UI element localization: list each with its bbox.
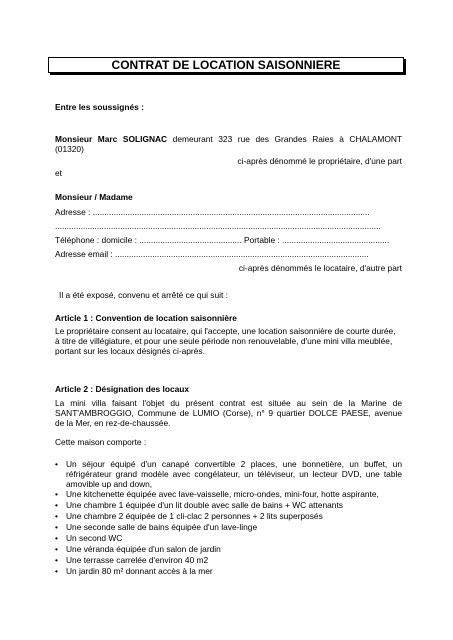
et-text: et xyxy=(55,168,62,178)
list-item: Une seconde salle de bains équipée d'un lave-linge xyxy=(66,522,258,532)
comporte-text: Cette maison comporte : xyxy=(55,437,147,447)
list-item: Un jardin 80 m² donnant accès à la mer xyxy=(66,566,213,576)
article1-line: Le propriétaire consent au locataire, qui l'accepte, une location saisonnière de courte durée, xyxy=(55,326,396,336)
owner-name: Monsieur Marc SOLIGNAC xyxy=(55,134,168,144)
owner-role: ci-après dénommé le propriétaire, d'une part xyxy=(237,156,402,166)
article1-line: à titre de villégiature, et pour une seule période non renouvelable, d'une mini villa meublée, xyxy=(55,336,393,346)
bullet-icon: • xyxy=(55,500,58,510)
bullet-icon: • xyxy=(55,522,58,532)
article1-line: portant sur les locaux désignés ci-après. xyxy=(55,346,205,356)
list-item: Une véranda équipée d'un salon de jardin xyxy=(66,544,221,554)
tenant-role: ci-après dénommés le locataire, d'autre part xyxy=(238,263,402,273)
owner-postcode: (01320) xyxy=(55,144,84,154)
tenant-phone-field: Téléphone : domicile : ............................................ Portable : .............................................. xyxy=(55,235,390,245)
tenant-email-field: Adresse email : ............................................................................................................. xyxy=(55,249,369,259)
owner-address: demeurant 323 rue des Grandes Raies à CHALAMONT xyxy=(172,134,402,144)
list-item-line: amovible up and down, xyxy=(66,479,153,489)
article2-heading: Article 2 : Désignation des locaux xyxy=(55,384,190,394)
bullet-icon: • xyxy=(55,489,58,499)
tenant-address-field: Adresse : ....................................................................................................................... xyxy=(55,207,370,217)
article2-line: La mini villa faisant l'objet du présent contrat est située au sein de la Marine de xyxy=(55,398,402,408)
article2-line: de la Mer, en rez-de-chaussée. xyxy=(55,418,171,428)
bullet-icon: • xyxy=(55,544,58,554)
tenant-heading: Monsieur / Madame xyxy=(55,192,133,202)
bullet-icon: • xyxy=(55,555,58,565)
bullet-icon: • xyxy=(55,459,58,469)
list-item xyxy=(66,459,402,489)
list-item: Un second WC xyxy=(66,533,123,543)
contract-title: CONTRAT DE LOCATION SAISONNIERE xyxy=(48,57,404,73)
list-item: Une chambre 1 équipée d'un lit double avec salle de bains + WC attenants xyxy=(66,500,343,510)
owner-line xyxy=(55,134,402,144)
tenant-address-field-2: ............................................................................................................................................ xyxy=(55,221,381,231)
article2-line: SANT'AMBROGGIO, Commune de LUMIO (Corse), n° 9 quartier DOLCE PAESE, avenue xyxy=(55,408,402,418)
intro-text: Entre les soussignés : xyxy=(55,102,144,112)
list-item: Une terrasse carrelée d'environ 40 m2 xyxy=(66,555,209,565)
expose-text: Il a été exposé, convenu et arrêté ce qui suit : xyxy=(59,290,228,300)
list-item: Une kitchenette équipée avec lave-vaisselle, micro-ondes, mini-four, hotte aspirante, xyxy=(66,489,379,499)
list-item: Une chambre 2 équipée de 1 cli-clac 2 personnes + 2 lits superposés xyxy=(66,511,323,521)
bullet-icon: • xyxy=(55,566,58,576)
article1-heading: Article 1 : Convention de location saisonnière xyxy=(55,313,237,323)
list-item-line: Un séjour équipé d'un canapé convertible 2 places, une bonnetière, un buffet, un xyxy=(66,459,402,469)
list-item-line: réfrigérateur grand modèle avec congélateur, un téléviseur, un lecteur DVD, une table xyxy=(66,469,402,479)
bullet-icon: • xyxy=(55,533,58,543)
bullet-icon: • xyxy=(55,511,58,521)
